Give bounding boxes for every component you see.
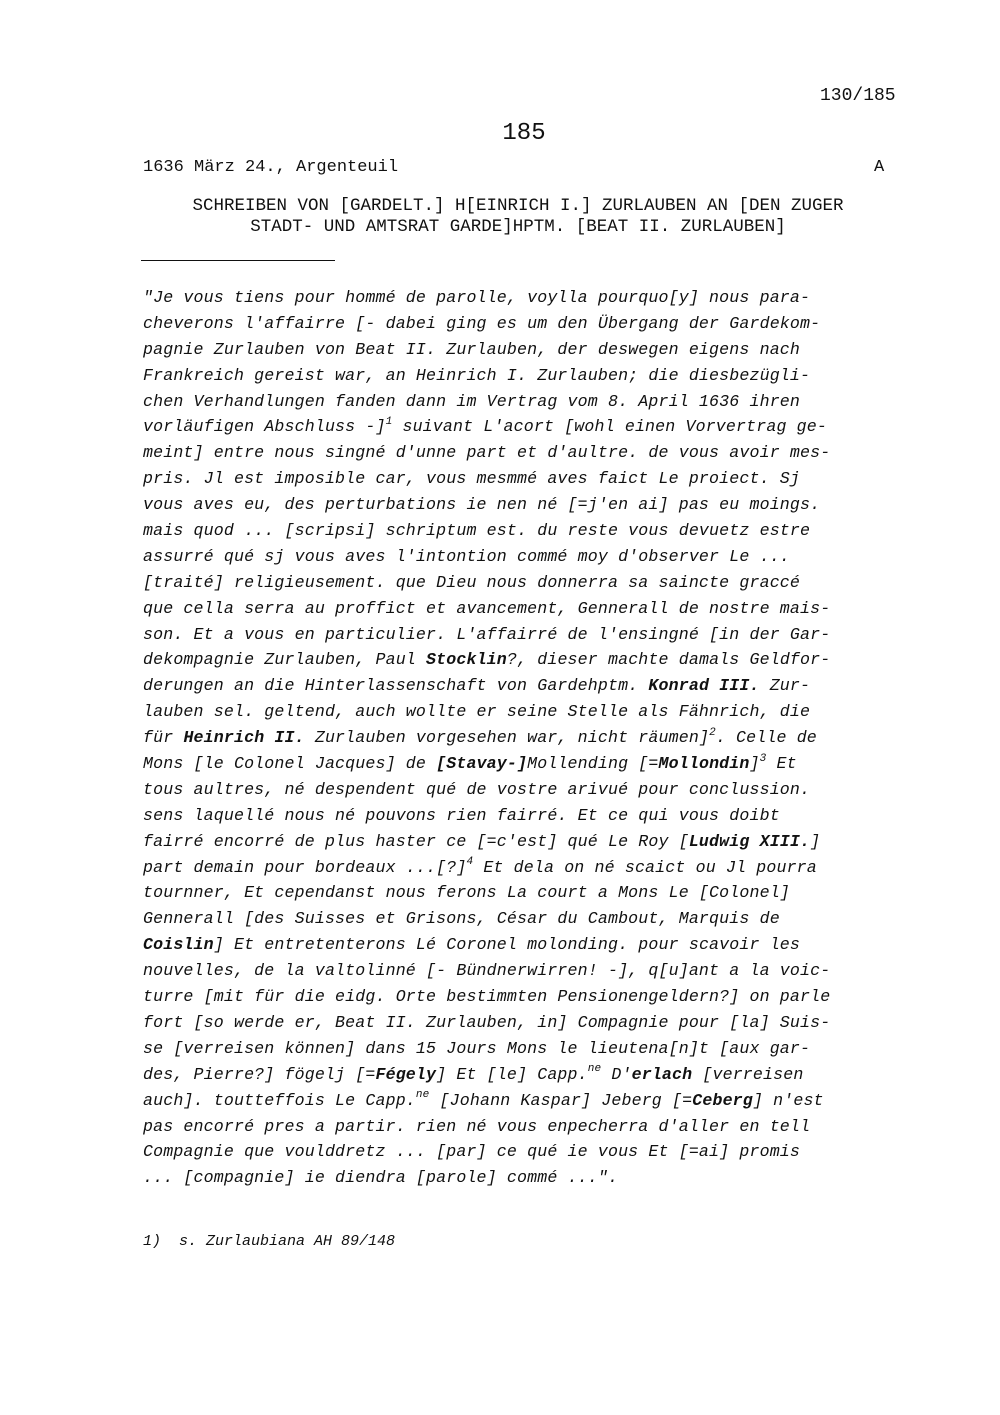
- text-segment: pagnie Zurlauben von Beat II. Zurlauben, der deswegen eigens nach: [143, 339, 801, 359]
- body-line: [143, 414, 903, 440]
- footnote-marker: ne: [587, 1063, 602, 1076]
- text-segment: assurré qué sj vous aves l'intontion commé moy d'observer Le ...: [143, 546, 790, 566]
- text-segment: sens laquellé nous né pouvons rien fairré. Et ce qui vous doibt: [143, 805, 780, 825]
- text-segment: ]: [810, 831, 821, 851]
- name-emphasis: Stocklin: [426, 650, 507, 670]
- body-line: [143, 1139, 903, 1165]
- body-line: [143, 829, 903, 855]
- body-line: [143, 311, 903, 337]
- letter-body: [143, 285, 903, 1191]
- text-segment: fairré encorré de plus haster ce [=c'est] qué Le Roy [: [143, 831, 689, 851]
- body-line: [143, 1088, 903, 1114]
- text-segment: Et dela on né scaict ou Jl pourra: [473, 857, 817, 877]
- text-segment: Zurlauben vorgesehen war, nicht räumen]: [304, 728, 710, 748]
- body-line: [143, 699, 903, 725]
- body-line: [143, 1114, 903, 1140]
- text-segment: D': [601, 1064, 632, 1084]
- text-segment: ... [compagnie] ie diendra [parole] commé ...".: [143, 1168, 619, 1188]
- name-emphasis: Mollondin: [658, 754, 750, 774]
- document-title: [100, 196, 936, 238]
- footnote-marker: ne: [415, 1089, 430, 1102]
- text-segment: Zur-: [759, 676, 811, 696]
- name-emphasis: Konrad III.: [648, 676, 760, 696]
- text-segment: des, Pierre?] fögelj [=: [143, 1064, 376, 1084]
- body-line: [143, 337, 903, 363]
- text-segment: vous aves eu, des perturbations ie nen né [=j'en ai] pas eu moings.: [143, 495, 821, 515]
- body-line: [143, 1010, 903, 1036]
- body-line: [143, 544, 903, 570]
- text-segment: Mons [le Colonel Jacques] de: [143, 754, 437, 774]
- text-segment: [verreisen: [692, 1064, 804, 1084]
- text-segment: ]: [749, 754, 760, 774]
- text-segment: Mollending [=: [527, 754, 659, 774]
- body-line: [143, 880, 903, 906]
- name-emphasis: Fégely: [375, 1064, 437, 1084]
- date-place-line: 1636 März 24., Argenteuil: [143, 158, 399, 177]
- text-segment: für: [143, 728, 184, 748]
- name-emphasis: Ceberg: [692, 1090, 753, 1110]
- text-segment: Gennerall [des Suisses et Grisons, César du Cambout, Marquis de: [143, 909, 780, 929]
- text-segment: nouvelles, de la valtolinné [- Bündnerwirren! -], q[u]ant a la voic-: [143, 961, 831, 981]
- text-segment: ?, dieser machte damals Geldfor-: [506, 650, 831, 670]
- text-segment: suivant L'acort [wohl einen Vorvertrag ge-: [392, 417, 827, 437]
- body-line: [143, 440, 903, 466]
- footnote-marker: 1: [385, 415, 393, 428]
- text-segment: cheverons l'affairre [- dabei ging es um den Übergang der Gardekom-: [143, 313, 821, 333]
- footnote-marker: 3: [759, 752, 767, 765]
- text-segment: pas encorré pres a partir. rien né vous enpecherra d'aller en tell: [143, 1116, 811, 1136]
- text-segment: [traité] religieusement. que Dieu nous donnerra sa saincte graccé: [143, 572, 801, 592]
- document-title-line-2: STADT- UND AMTSRAT GARDE]HPTM. [BEAT II. ZURLAUBEN]: [250, 217, 786, 237]
- text-segment: vorläufigen Abschluss -]: [143, 417, 386, 437]
- text-segment: . Celle de: [715, 728, 817, 748]
- text-segment: Et: [766, 754, 797, 774]
- name-emphasis: Heinrich II.: [183, 728, 305, 748]
- text-segment: part demain pour bordeaux ...[?]: [143, 857, 467, 877]
- body-line: [143, 1165, 903, 1191]
- body-line: [143, 673, 903, 699]
- text-segment: lauben sel. geltend, auch wollte er seine Stelle als Fähnrich, die: [143, 702, 811, 722]
- body-line: [143, 285, 903, 311]
- text-segment: mais quod ... [scripsi] schriptum est. du reste vous devuetz estre: [143, 521, 811, 541]
- text-segment: meint] entre nous singné d'unne part et d'aultre. de vous avoir mes-: [143, 443, 831, 463]
- text-segment: ] n'est: [752, 1090, 824, 1110]
- body-line: [143, 596, 903, 622]
- body-line: [143, 622, 903, 648]
- text-segment: se [verreisen können] dans 15 Jours Mons le lieutena[n]t [aux gar-: [143, 1038, 811, 1058]
- body-line: [143, 492, 903, 518]
- body-line: [143, 777, 903, 803]
- body-line: [143, 518, 903, 544]
- text-segment: auch]. toutteffois Le Capp.: [143, 1090, 416, 1110]
- footnote-marker: 4: [466, 856, 474, 869]
- text-segment: chen Verhandlungen fanden dann im Vertrag vom 8. April 1636 ihren: [143, 391, 801, 411]
- name-emphasis: Coislin: [143, 935, 214, 955]
- text-segment: que cella serra au proffict et avancement, Gennerall de nostre mais-: [143, 598, 831, 618]
- text-segment: tous aultres, né despendent qué de vostre arivué pour conclussion.: [143, 779, 811, 799]
- text-segment: ] Et [le] Capp.: [436, 1064, 588, 1084]
- text-segment: Compagnie que voulddretz ... [par] ce qué ie vous Et [=ai] promis: [143, 1142, 801, 1162]
- body-line: [143, 570, 903, 596]
- body-line: [143, 803, 903, 829]
- text-segment: fort [so werde er, Beat II. Zurlauben, in] Compagnie pour [la] Suis-: [143, 1012, 831, 1032]
- text-segment: turre [mit für die eidg. Orte bestimmten Pensionengeldern?] on parle: [143, 987, 831, 1007]
- text-segment: "Je vous tiens pour hommé de parolle, voylla pourquo[y] nous para-: [143, 288, 811, 307]
- text-segment: dekompagnie Zurlauben, Paul: [143, 650, 427, 670]
- body-line: [143, 1062, 903, 1088]
- body-line: [143, 363, 903, 389]
- name-emphasis: Ludwig XIII.: [688, 831, 811, 851]
- body-line: [143, 1036, 903, 1062]
- title-divider: [141, 260, 335, 261]
- text-segment: [Johann Kaspar] Jeberg [=: [429, 1090, 693, 1110]
- document-number: 185: [502, 120, 546, 147]
- body-line: [143, 647, 903, 673]
- body-line: [143, 751, 903, 777]
- text-segment: derungen an die Hinterlassenschaft von Gardehptm.: [143, 676, 649, 696]
- text-segment: Frankreich gereist war, an Heinrich I. Zurlauben; die diesbezügli-: [143, 365, 811, 385]
- body-line: [143, 984, 903, 1010]
- body-line: [143, 389, 903, 415]
- body-line: [143, 725, 903, 751]
- name-emphasis: erlach: [631, 1064, 693, 1084]
- name-emphasis: [Stavay-]: [436, 754, 528, 774]
- body-line: [143, 958, 903, 984]
- document-title-line-1: SCHREIBEN VON [GARDELT.] H[EINRICH I.] ZURLAUBEN AN [DEN ZUGER: [192, 196, 844, 216]
- body-line: [143, 906, 903, 932]
- footnote-marker: 2: [709, 726, 716, 739]
- page-reference: 130/185: [820, 86, 896, 106]
- footnote: 1) s. Zurlaubiana AH 89/148: [143, 1233, 396, 1250]
- document-type-letter: A: [874, 158, 885, 177]
- body-line: [143, 466, 903, 492]
- text-segment: son. Et a vous en particulier. L'affairré de l'ensingné [in der Gar-: [143, 624, 831, 644]
- text-segment: tournner, Et cependanst nous ferons La court a Mons Le [Colonel]: [143, 883, 790, 903]
- body-line: [143, 932, 903, 958]
- body-line: [143, 855, 903, 881]
- text-segment: ] Et entretenterons Lé Coronel molonding. pour scavoir les: [213, 935, 801, 955]
- text-segment: pris. Jl est imposible car, vous mesmmé aves faict Le proiect. Sj: [143, 469, 801, 489]
